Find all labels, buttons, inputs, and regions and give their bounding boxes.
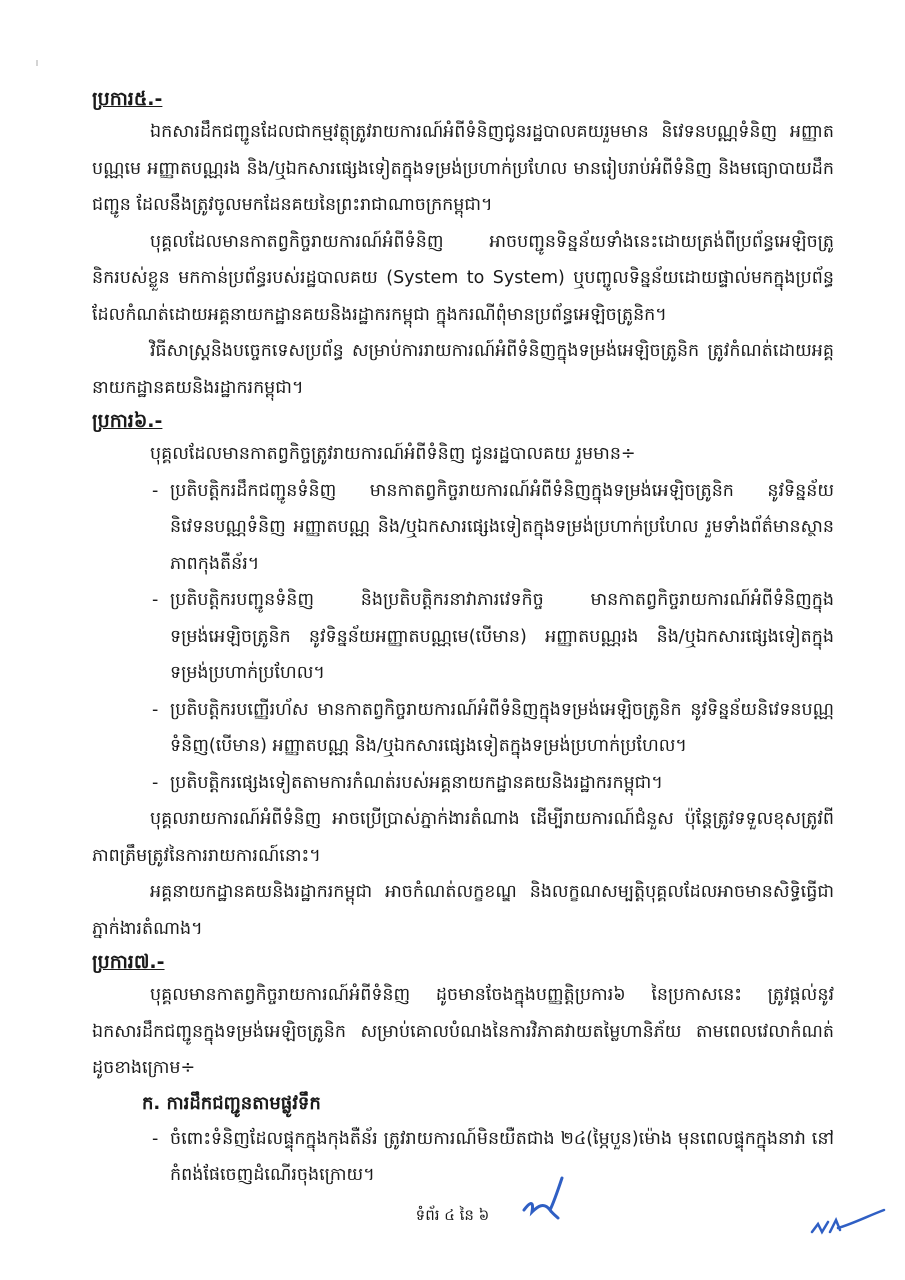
article-6-bullet-list [92, 473, 834, 802]
article-7 [92, 947, 834, 1194]
article-6 [92, 406, 834, 947]
article-7-heading: ប្រការ៧.- [92, 951, 165, 973]
list-item: - ប្រតិបត្តិករដឹកជញ្ជូនទំនិញ មានកាតព្វកិច្ចរាយការណ៍អំពីទំនិញក្នុងទម្រង់អេឡិចត្រូនិក នូវទិន្នន័យនិវេទនបណ្ណទំនិញ អញ្ញាតបណ្ណ និង/ឬឯកសារផ្សេងទៀតក្នុងទម្រង់ប្រហាក់ប្រហែល រួមទាំងព័ត៌មានស្ថានភាពកុងតឺន័រ។ [152, 480, 834, 574]
list-item: - ចំពោះទំនិញដែលផ្ទុកក្នុងកុងតឺន័រ ត្រូវរាយការណ៍មិនយឺតជាង ២៤(ម្ភៃបួន)ម៉ោង មុនពេលផ្ទុកក្នុងនាវា នៅកំពង់ផែចេញដំណើរចុងក្រោយ។ [152, 1128, 834, 1185]
list-item: - ប្រតិបត្តិករបញ្ជូនទំនិញ និងប្រតិបត្តិករនាវាភារវេទកិច្ច មានកាតព្វកិច្ចរាយការណ៍អំពីទំនិញក្នុងទម្រង់អេឡិចត្រូនិក នូវទិន្នន័យអញ្ញាតបណ្ណមេ(បើមាន) អញ្ញាតបណ្ណរង និង/ឬឯកសារផ្សេងទៀតក្នុងទម្រង់ប្រហាក់ប្រហែល។ [152, 590, 834, 683]
list-item: - ប្រតិបត្តិករផ្សេងទៀតតាមការកំណត់របស់អគ្គនាយកដ្ឋានគយនិងរដ្ឋាករកម្ពុជា។ [152, 772, 663, 793]
scan-mark [36, 60, 38, 66]
article-7-bullet-list [92, 1121, 834, 1194]
article-5 [92, 84, 834, 406]
article-6-paragraph-2: បុគ្គលរាយការណ៍អំពីទំនិញ អាចប្រើប្រាស់ភ្នាក់ងារតំណាង ដើម្បីរាយការណ៍ជំនួស ប៉ុន្តែត្រូវទទួលខុសត្រូវពីភាពត្រឹមត្រូវនៃការរាយការណ៍នោះ។ [92, 809, 834, 866]
list-item-text: ប្រតិបត្តិករដឹកជញ្ជូនទំនិញ មានកាតព្វកិច្ចរាយការណ៍អំពីទំនិញក្នុងទម្រង់អេឡិចត្រូនិក នូវទិន្នន័យនិវេទនបណ្ណទំនិញ អញ្ញាតបណ្ណ និង/ឬឯកសារផ្សេងទៀតក្នុងទម្រង់ប្រហាក់ប្រហែល រួមទាំងព័ត៌មានស្ថានភាពកុងតឺន័រ។ [170, 480, 834, 574]
article-7-subheading: ក. ការដឹកជញ្ជូនតាមផ្លូវទឹក [142, 1092, 321, 1114]
list-item: - ប្រតិបត្តិករបញ្ញើរហ័ស មានកាតព្វកិច្ចរាយការណ៍អំពីទំនិញក្នុងទម្រង់អេឡិចត្រូនិក នូវទិន្នន័យនិវេទនបណ្ណទំនិញ(បើមាន) អញ្ញាតបណ្ណ និង/ឬឯកសារផ្សេងទៀតក្នុងទម្រង់ប្រហាក់ប្រហែល។ [152, 699, 834, 756]
article-6-heading: ប្រការ៦.- [92, 410, 163, 432]
article-5-paragraph-3: វិធីសាស្ត្រនិងបច្ចេកទេសប្រព័ន្ធ សម្រាប់ការរាយការណ៍អំពីទំនិញក្នុងទម្រង់អេឡិចត្រូនិក ត្រូវកំណត់ដោយអគ្គនាយកដ្ឋានគយនិងរដ្ឋាករកម្ពុជា។ [92, 341, 834, 398]
article-5-heading: ប្រការ៥.- [92, 88, 163, 110]
list-item-text: ប្រតិបត្តិករបញ្ញើរហ័ស មានកាតព្វកិច្ចរាយការណ៍អំពីទំនិញក្នុងទម្រង់អេឡិចត្រូនិក នូវទិន្នន័យនិវេទនបណ្ណទំនិញ(បើមាន) អញ្ញាតបណ្ណ និង/ឬឯកសារផ្សេងទៀតក្នុងទម្រង់ប្រហាក់ប្រហែល។ [170, 699, 834, 756]
list-item-text: ប្រតិបត្តិករផ្សេងទៀតតាមការកំណត់របស់អគ្គនាយកដ្ឋានគយនិងរដ្ឋាករកម្ពុជា។ [170, 772, 663, 793]
page-footer [0, 1206, 905, 1228]
article-5-paragraph-2: បុគ្គលដែលមានកាតព្វកិច្ចរាយការណ៍អំពីទំនិញ អាចបញ្ជូនទិន្នន័យទាំងនេះដោយត្រង់ពីប្រព័ន្ធអេឡិចត្រូនិករបស់ខ្លួន មកកាន់ប្រព័ន្ធរបស់រដ្ឋបាលគយ (System to System) ឬបញ្ចូលទិន្នន័យដោយផ្ទាល់មកក្នុងប្រព័ន្ធដែលកំណត់ដោយអគ្គនាយកដ្ឋានគយនិងរដ្ឋាករកម្ពុជា ក្នុងករណីពុំមានប្រព័ន្ធអេឡិចត្រូនិក។ [92, 231, 834, 325]
article-6-intro: បុគ្គលដែលមានកាតព្វកិច្ចត្រូវរាយការណ៍អំពីទំនិញ ជូនរដ្ឋបាលគយ រួមមាន÷ [150, 444, 636, 464]
article-7-paragraph-1: បុគ្គលមានកាតព្វកិច្ចរាយការណ៍អំពីទំនិញ ដូចមានចែងក្នុងបញ្ញត្តិប្រការ៦ នៃប្រកាសនេះ ត្រូវផ្តល់នូវឯកសារដឹកជញ្ជូនក្នុងទម្រង់អេឡិចត្រូនិក សម្រាប់គោលបំណងនៃការវិភាគវាយតម្លៃហានិភ័យ តាមពេលវេលាកំណត់ ដូចខាងក្រោម÷ [92, 985, 834, 1078]
list-item-text: ចំពោះទំនិញដែលផ្ទុកក្នុងកុងតឺន័រ ត្រូវរាយការណ៍មិនយឺតជាង ២៤(ម្ភៃបួន)ម៉ោង មុនពេលផ្ទុកក្នុងនាវា នៅកំពង់ផែចេញដំណើរចុងក្រោយ។ [170, 1128, 834, 1185]
initial-signature-icon [520, 1172, 570, 1222]
article-5-paragraph-1: ឯកសារដឹកជញ្ជូនដែលជាកម្មវត្ថុត្រូវរាយការណ៍អំពីទំនិញជូនរដ្ឋបាលគយរួមមាន និវេទនបណ្ណទំនិញ អញ្ញាតបណ្ណមេ អញ្ញាតបណ្ណរង និង/ឬឯកសារផ្សេងទៀតក្នុងទម្រង់ប្រហាក់ប្រហែល មានរៀបរាប់អំពីទំនិញ និងមធ្យោបាយដឹកជញ្ជូន ដែលនឹងត្រូវចូលមកដែនគយនៃព្រះរាជាណាចក្រកម្ពុជា។ [92, 122, 834, 215]
list-item-text: ប្រតិបត្តិករបញ្ជូនទំនិញ និងប្រតិបត្តិករនាវាភារវេទកិច្ច មានកាតព្វកិច្ចរាយការណ៍អំពីទំនិញក្នុងទម្រង់អេឡិចត្រូនិក នូវទិន្នន័យអញ្ញាតបណ្ណមេ(បើមាន) អញ្ញាតបណ្ណរង និង/ឬឯកសារផ្សេងទៀតក្នុងទម្រង់ប្រហាក់ប្រហែល។ [170, 590, 834, 683]
article-6-paragraph-3: អគ្គនាយកដ្ឋានគយនិងរដ្ឋាករកម្ពុជា អាចកំណត់លក្ខខណ្ឌ និងលក្ខណសម្បត្តិបុគ្គលដែលអាចមានសិទ្ធិធ្វើជាភ្នាក់ងារតំណាង។ [92, 882, 834, 939]
page-number: ទំព័រ ៤ នៃ ៦ [415, 1206, 490, 1224]
initials-signature-icon [808, 1206, 888, 1242]
document-body [92, 84, 834, 1194]
